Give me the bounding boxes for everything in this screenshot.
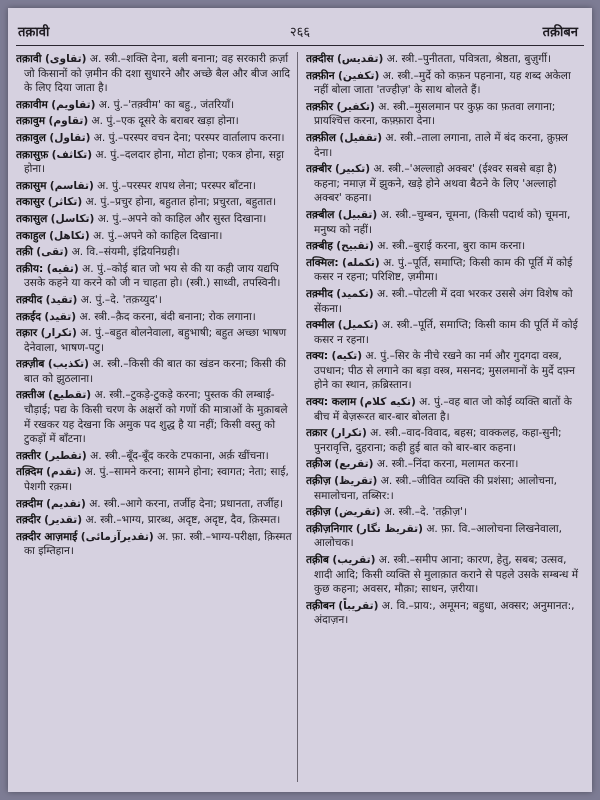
entry-headword: तक़्फ़ीर bbox=[306, 100, 334, 113]
entry-headword: तक़्रार bbox=[16, 327, 38, 340]
dictionary-entry bbox=[306, 426, 582, 455]
entry-definition: अ. पुं.–सिर के नीचे रखने का नर्म और गुदगदा वस्त्र, उपधान; पीठ से लगाने का बड़ा वस्त्र, मसनद; मुसलमानों के मुर्दे दफ़्न होने का स्थान, क़ब्रिस्तान। bbox=[314, 350, 576, 392]
entry-urdu-script: (تقریض) bbox=[334, 506, 381, 519]
dictionary-entry bbox=[16, 245, 292, 260]
left-column bbox=[16, 52, 292, 782]
entry-headword: तक़्यीद bbox=[16, 293, 43, 306]
entry-urdu-script: (تقدم) bbox=[46, 466, 82, 479]
entry-urdu-script: (تقاول) bbox=[49, 131, 91, 144]
entry-urdu-script: (تقطیع) bbox=[47, 389, 92, 402]
entry-definition: अ. स्त्री.–पुनीतता, पवित्रता, श्रेष्ठता, बुज़ुर्गी। bbox=[386, 53, 551, 65]
entry-headword: तक़्दीर bbox=[16, 514, 41, 527]
dictionary-entry bbox=[16, 52, 292, 96]
entry-definition: अ. स्त्री.–बूँद-बूँद करके टपकाना, अर्क़ खींचना। bbox=[90, 449, 269, 462]
dictionary-entry bbox=[16, 326, 292, 355]
dictionary-entry bbox=[16, 449, 292, 464]
entry-headword: तक़्बील bbox=[306, 208, 335, 221]
entry-urdu-script: (تقریظ) bbox=[334, 475, 378, 488]
dictionary-entry bbox=[306, 349, 582, 393]
entry-urdu-script: (تکمله) bbox=[342, 256, 380, 269]
entry-definition: अ. स्त्री.–समीप आना; कारण, हेतु, सबब; उत्सव, शादी आदि; किसी व्यक्ति से मुलाक़ात कराने से पहले उसके सम्बन्ध में कुछ कहना; अवसर, मौक़ा; साधन, ज़रीया। bbox=[314, 554, 579, 596]
dictionary-entry bbox=[16, 212, 292, 227]
entry-headword: तक़्रीज़ bbox=[306, 506, 331, 519]
entry-urdu-script: (تقطیر) bbox=[44, 449, 87, 462]
entry-headword: तक़्फ़ीन bbox=[306, 69, 335, 82]
dictionary-entry bbox=[306, 69, 582, 98]
dictionary-entry bbox=[16, 388, 292, 446]
entry-headword: तक़्दिम bbox=[16, 466, 43, 479]
entry-headword: तकाहुल bbox=[16, 229, 46, 242]
dictionary-entry bbox=[306, 131, 582, 160]
entry-headword: तक़ईद bbox=[16, 310, 42, 323]
entry-urdu-script: (تکمیل) bbox=[337, 319, 379, 332]
dictionary-entry bbox=[306, 208, 582, 237]
entry-urdu-script: (تقاسم) bbox=[49, 179, 94, 192]
entry-urdu-script: (تکرار) bbox=[40, 327, 77, 340]
entry-definition: अ. पुं.–कोई बात जो भय से की या कही जाय यद्यपि उसके कहने या करने को जी न चाहता हो। (स्त्री.) साध्वी, तपस्विनी। bbox=[24, 262, 281, 290]
right-column bbox=[306, 52, 582, 782]
entry-headword: तक़्रीबन bbox=[306, 599, 335, 612]
entry-urdu-script: (تقبیل) bbox=[337, 208, 378, 221]
entry-headword: तकासुर bbox=[16, 196, 45, 209]
header-left-word: तक़ावी bbox=[18, 25, 50, 40]
entry-headword: तक़्दीस bbox=[306, 53, 334, 65]
entry-urdu-script: (تقدیر) bbox=[44, 514, 83, 527]
entry-definition: अ. स्त्री.–पूर्ति, समाप्ति; किसी काम की पूर्ति में कोई कसर न रहना। bbox=[314, 319, 578, 346]
entry-headword: तक्य: कलाम bbox=[306, 396, 357, 409]
entry-headword: तक़्रीज़निगार bbox=[306, 522, 353, 535]
entry-headword: तक़्दीम bbox=[16, 497, 43, 510]
entry-definition: अ. स्त्री.–किसी की बात का खंडन करना; किसी की बात को झुठलाना। bbox=[24, 358, 287, 385]
dictionary-entry bbox=[16, 465, 292, 494]
entry-definition: अ. पुं.–अपने को काहिल और सुस्त दिखाना। bbox=[97, 212, 267, 225]
entry-urdu-script: (تکرار) bbox=[330, 427, 367, 440]
entry-urdu-script: (تقریباً) bbox=[338, 599, 379, 612]
dictionary-entry bbox=[306, 256, 582, 285]
entry-definition: अ. पुं.–सामने करना; सामने होना; स्वागत; नेता; साई, पेशगी रक़म। bbox=[24, 466, 289, 494]
entry-definition: अ. फ़ा. स्त्री.–भाग्य-परीक्षा, क़िस्मत का इम्तिहान। bbox=[24, 530, 292, 558]
entry-urdu-script: (تکاثر) bbox=[47, 196, 83, 209]
entry-definition: अ. पुं.–एक दूसरे के बराबर खड़ा होना। bbox=[91, 115, 239, 128]
entry-urdu-script: (تقاوی) bbox=[44, 53, 87, 65]
entry-urdu-script: (تقریظ نگار) bbox=[355, 522, 423, 535]
entry-urdu-script: (تقفیل) bbox=[339, 131, 383, 144]
entry-definition: अ. वि.–संयमी, इंद्रियनिग्रही। bbox=[71, 246, 180, 259]
column-divider bbox=[297, 52, 298, 782]
dictionary-entry bbox=[16, 293, 292, 308]
entry-definition: अ. स्त्री.–टुकड़े-टुकड़े करना; पुस्तक की लम्बाई-चौड़ाई; पद्य के किसी चरण के अक्षरों को गणों की मात्राओं के मुक़ाबले में रखकर यह देखना कि अमुक पद शुद्ध है या नहीं; किसी वस्तु को टुकड़ों में बाँटना। bbox=[24, 389, 288, 446]
dictionary-entry bbox=[16, 98, 292, 113]
dictionary-entry bbox=[16, 229, 292, 244]
entry-definition: अ. स्त्री.–चुम्बन, चूमना, (किसी पदार्थ को) चूमना, मनुष्य को नहीं। bbox=[314, 208, 571, 236]
entry-definition: अ. पुं.–दलदार होना, मोटा होना; एकत्र होना, सट्टा होना। bbox=[24, 148, 285, 176]
entry-headword: तक़्मीद bbox=[306, 287, 333, 300]
entry-definition: अ. स्त्री.–शक्ति देना, बली बनाना; वह सरकारी क़र्ज़ा जो किसानों को ज़मीन की दशा सुधारने और अच्छे बैल और बीज आदि के लिए दिया जाता है। bbox=[24, 53, 291, 95]
entry-urdu-script: (تقدیس) bbox=[336, 53, 384, 65]
entry-definition: अ. पुं.–'तक़्वीम' का बहु., जंतरियाँ। bbox=[98, 98, 235, 111]
entry-urdu-script: (تکمید) bbox=[336, 287, 374, 300]
entry-urdu-script: (تقریع) bbox=[334, 458, 374, 471]
entry-urdu-script: (تکیه) bbox=[331, 350, 363, 363]
entry-definition: अ. स्त्री.–मुर्दे को कफ़न पहनाना, यह शब्द अकेला नहीं बोला जाता 'तज्हीज़' के साथ बोलते हैं। bbox=[314, 69, 571, 97]
entry-definition: अ. स्त्री.–ताला लगाना, ताले में बंद करना, क़ुफ़्ल देना। bbox=[314, 131, 568, 159]
entry-headword: तक़्रीअ bbox=[306, 458, 332, 471]
entry-urdu-script: (تقدیم) bbox=[46, 497, 86, 510]
entry-urdu-script: (تکفیر) bbox=[336, 100, 375, 113]
dictionary-entry bbox=[16, 357, 292, 386]
entry-headword: तक्मिल: bbox=[306, 256, 339, 269]
entry-headword: तक़्दीर आज़माई bbox=[16, 530, 78, 543]
entry-urdu-script: (تقریب) bbox=[332, 554, 376, 566]
entry-urdu-script: (تقاوم) bbox=[48, 115, 89, 128]
entry-urdu-script: (تقیه) bbox=[46, 262, 79, 275]
entry-headword: तक़ावीम bbox=[16, 98, 48, 111]
dictionary-entry bbox=[306, 162, 582, 206]
entry-headword: तक़्ज़ीब bbox=[16, 358, 45, 371]
entry-definition: अ. स्त्री.–पोटली में दवा भरकर उससे अंग विशेष को सेंकना। bbox=[314, 287, 573, 315]
entry-definition: अ. फ़ा. वि.–आलोचना लिखनेवाला, आलोचक। bbox=[314, 522, 562, 550]
entry-definition: अ. स्त्री.–जीवित व्यक्ति की प्रशंसा; आलोचना, समालोचना, तब्सिर:। bbox=[314, 475, 557, 502]
entry-urdu-script: (تکاسل) bbox=[50, 212, 95, 225]
dictionary-entry bbox=[16, 262, 292, 291]
dictionary-entry bbox=[306, 522, 582, 551]
entry-definition: अ. स्त्री.–निंदा करना, मलामत करना। bbox=[376, 458, 519, 471]
entry-urdu-script: (تکبیر) bbox=[335, 163, 371, 176]
entry-urdu-script: (تقید) bbox=[44, 310, 77, 323]
dictionary-entry bbox=[16, 195, 292, 210]
dictionary-entry bbox=[306, 599, 582, 628]
entry-definition: अ. स्त्री.–आगे करना, तर्जीह देना; प्रधानता, तर्जीह। bbox=[89, 497, 284, 510]
entry-urdu-script: (تکاثف) bbox=[51, 148, 93, 161]
entry-urdu-script: (تکاهل) bbox=[49, 229, 90, 242]
entry-definition: अ. वि.–प्राय:, अमूमन; बहुधा, अक्सर; अनुमानत:, अंदाज़न। bbox=[314, 599, 575, 627]
entry-headword: तक़्तीअ bbox=[16, 389, 45, 402]
entry-urdu-script: (تقید) bbox=[45, 293, 78, 306]
entry-definition: अ. पुं.–पूर्ति, समाप्ति; किसी काम की पूर्ति में कोई कसर न रहना; परिशिष्ट, ज़मीमा। bbox=[314, 256, 573, 284]
entry-definition: अ. पुं.–बहुत बोलनेवाला, बहुभाषी; बहुत अच्छा भाषण देनेवाला, भाषण-पटु। bbox=[24, 327, 287, 354]
entry-headword: तक़्फ़ील bbox=[306, 131, 336, 144]
dictionary-entry bbox=[16, 530, 292, 559]
entry-definition: अ. स्त्री.–'अल्लाहो अक्बर' (ईश्वर सबसे बड़ा है) कहना; नमाज़ में झुकने, खड़े होने अथवा बैठने के लिए 'अल्लाहो अक्बर' कहना। bbox=[314, 163, 558, 205]
entry-headword: तक्य: bbox=[306, 350, 329, 363]
dictionary-entry bbox=[306, 457, 582, 472]
entry-definition: अ. पुं.–दे. 'तक़य्युद'। bbox=[80, 293, 162, 306]
entry-headword: तक्रार bbox=[306, 427, 328, 440]
entry-urdu-script: (تکفین) bbox=[338, 69, 380, 82]
header-right-word: तक़ीबन bbox=[542, 25, 578, 40]
entry-urdu-script: (تقبیح) bbox=[336, 240, 374, 253]
dictionary-entry bbox=[16, 131, 292, 146]
entry-headword: तक़ासुम bbox=[16, 179, 47, 192]
dictionary-entry bbox=[306, 553, 582, 597]
dictionary-entry bbox=[306, 318, 582, 347]
page-header bbox=[8, 22, 592, 44]
entry-urdu-script: (تکذیب) bbox=[47, 358, 89, 371]
dictionary-entry bbox=[306, 52, 582, 67]
dictionary-entry bbox=[306, 287, 582, 316]
dictionary-entry bbox=[16, 179, 292, 194]
entry-definition: अ. स्त्री.–बुराई करना, बुरा काम करना। bbox=[377, 240, 526, 253]
entry-definition: अ. पुं.–परस्पर वचन देना; परस्पर वार्तालाप करना। bbox=[93, 131, 285, 144]
dictionary-entry bbox=[16, 114, 292, 129]
entry-headword: तक़ावुल bbox=[16, 131, 46, 144]
entry-definition: अ. स्त्री.–दे. 'तक़्रीज़'। bbox=[383, 506, 468, 519]
dictionary-entry bbox=[16, 310, 292, 325]
entry-headword: तक़ावी bbox=[16, 53, 42, 65]
entry-headword: तक़्बीर bbox=[306, 163, 332, 176]
entry-headword: तक़ी bbox=[16, 246, 33, 259]
entry-headword: तक़्रीब bbox=[306, 554, 329, 566]
entry-headword: तक़ीय: bbox=[16, 262, 44, 275]
dictionary-entry bbox=[306, 239, 582, 254]
entry-definition: अ. स्त्री.–मुसलमान पर कुफ़्र का फ़तवा लगाना; प्रायश्चित्त करना, कफ़्फ़ारा देना। bbox=[314, 100, 556, 128]
entry-urdu-script: (تکیه کلام) bbox=[359, 396, 416, 409]
dictionary-entry bbox=[306, 395, 582, 424]
entry-urdu-script: (تقدیرآزمائی) bbox=[80, 530, 154, 543]
entry-headword: तक़ावुम bbox=[16, 115, 46, 128]
entry-headword: तक़्तीर bbox=[16, 449, 41, 462]
dictionary-entry bbox=[16, 148, 292, 177]
entry-definition: अ. पुं.–अपने को काहिल दिखाना। bbox=[93, 229, 223, 242]
dictionary-entry bbox=[16, 513, 292, 528]
entry-headword: तक़्रीज़ bbox=[306, 475, 331, 488]
entry-headword: तकासुल bbox=[16, 212, 48, 225]
entry-definition: अ. पुं.–परस्पर शपथ लेना; परस्पर बाँटना। bbox=[97, 179, 256, 192]
entry-headword: तक़ासुफ़ bbox=[16, 148, 49, 161]
entry-definition: अ. स्त्री.–भाग्य, प्रारब्ध, अदृष्ट, अदृष्ट, दैव, क़िस्मत। bbox=[85, 514, 281, 527]
header-rule bbox=[16, 45, 584, 46]
dictionary-entry bbox=[306, 474, 582, 503]
dictionary-page bbox=[8, 8, 592, 792]
dictionary-entry bbox=[306, 505, 582, 520]
entry-definition: अ. पुं.–वह बात जो कोई व्यक्ति बातों के बीच में बेज़रूरत बार-बार बोलता है। bbox=[314, 396, 572, 423]
dictionary-entry bbox=[16, 497, 292, 512]
entry-definition: अ. पुं.–प्रचुर होना, बहुतात होना; प्रचुरता, बहुतात। bbox=[85, 196, 277, 209]
entry-headword: तक़्बीह bbox=[306, 240, 333, 253]
entry-headword: तक्मील bbox=[306, 319, 335, 332]
page-number: २६६ bbox=[289, 25, 311, 40]
entry-urdu-script: (تقی) bbox=[36, 246, 69, 259]
entry-definition: अ. स्त्री.–क़ैद करना, बंदी बनाना; रोक लगाना। bbox=[79, 310, 256, 323]
entry-definition: अ. स्त्री.–वाद-विवाद, बहस; वाक्कलह, कहा-सुनी; पुनरावृत्ति, दुहराना; कही हुई बात को बार-बार कहना। bbox=[314, 427, 562, 454]
dictionary-entry bbox=[306, 100, 582, 129]
entry-urdu-script: (تقاویم) bbox=[51, 98, 96, 111]
